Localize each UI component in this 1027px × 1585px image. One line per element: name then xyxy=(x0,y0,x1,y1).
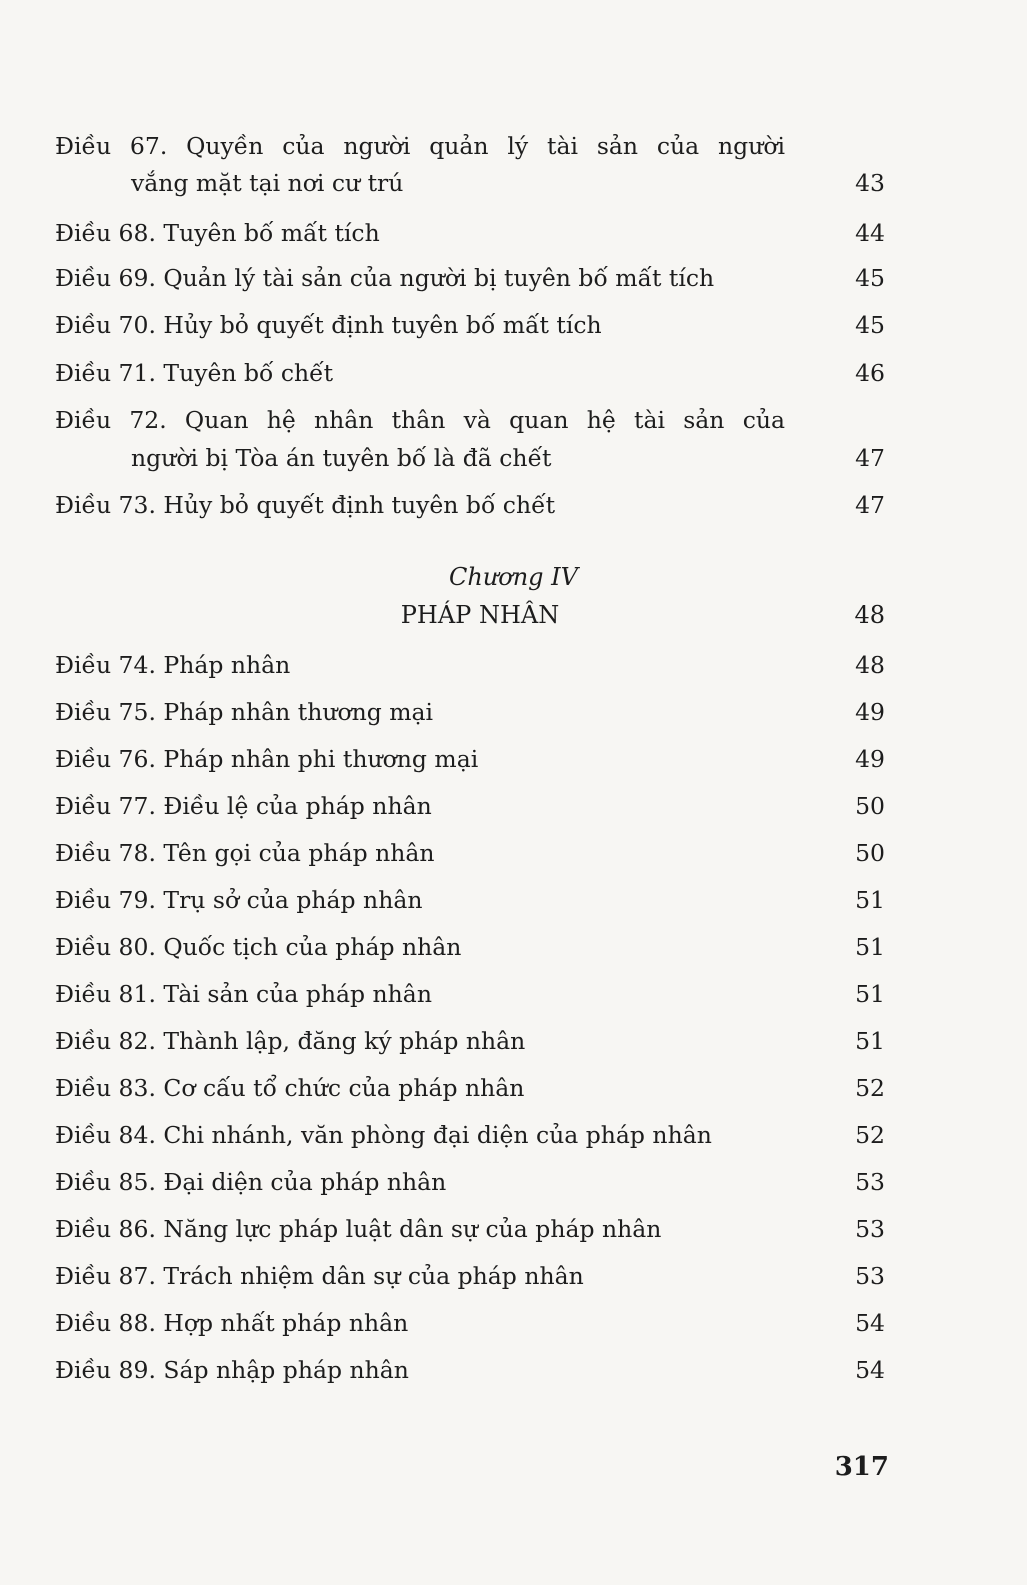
toc-entry xyxy=(55,258,885,298)
entry-page: 45 xyxy=(855,311,885,339)
toc-entry xyxy=(55,1162,885,1202)
entry-page: 49 xyxy=(855,698,885,726)
entry-title: Điều 78. Tên gọi của pháp nhân xyxy=(55,839,435,867)
toc-entry xyxy=(55,692,885,732)
entry-title: Điều 87. Trách nhiệm dân sự của pháp nhân xyxy=(55,1262,584,1290)
entry-page: 46 xyxy=(855,359,885,387)
entry-page: 44 xyxy=(855,219,885,247)
toc-entry xyxy=(55,1209,885,1249)
entry-page: 50 xyxy=(855,792,885,820)
toc-entry xyxy=(55,213,885,253)
entry-page: 54 xyxy=(855,1309,885,1337)
toc-entry xyxy=(55,1256,885,1296)
entry-title: Điều 76. Pháp nhân phi thương mại xyxy=(55,745,479,773)
entry-title: Điều 82. Thành lập, đăng ký pháp nhân xyxy=(55,1027,526,1055)
entry-page: 50 xyxy=(855,839,885,867)
toc-entry xyxy=(55,1068,885,1108)
entry-title: Điều 81. Tài sản của pháp nhân xyxy=(55,980,432,1008)
entry-page: 51 xyxy=(855,933,885,961)
entry-title: Điều 74. Pháp nhân xyxy=(55,651,291,679)
entry-page: 51 xyxy=(855,886,885,914)
entry-page: 48 xyxy=(855,651,885,679)
entry-page: 43 xyxy=(855,169,885,197)
chapter-title: PHÁP NHÂN xyxy=(400,601,560,629)
entry-title: Điều 86. Năng lực pháp luật dân sự của pháp nhân xyxy=(55,1215,662,1243)
toc-entry xyxy=(55,786,885,826)
toc-entry xyxy=(55,485,885,525)
entry-title: Điều 85. Đại diện của pháp nhân xyxy=(55,1168,447,1196)
entry-title: Điều 69. Quản lý tài sản của người bị tuyên bố mất tích xyxy=(55,264,715,292)
page-number: 317 xyxy=(834,1452,889,1482)
entry-page: 52 xyxy=(855,1121,885,1149)
entry-title: Điều 75. Pháp nhân thương mại xyxy=(55,698,434,726)
entry-title: Điều 79. Trụ sở của pháp nhân xyxy=(55,886,423,914)
entry-title: Điều 77. Điều lệ của pháp nhân xyxy=(55,792,432,820)
entry-title: Điều 83. Cơ cấu tổ chức của pháp nhân xyxy=(55,1074,525,1102)
toc-entry xyxy=(55,438,885,478)
entry-title: Điều 71. Tuyên bố chết xyxy=(55,359,334,387)
entry-title: Điều 73. Hủy bỏ quyết định tuyên bố chết xyxy=(55,491,556,519)
entry-page: 51 xyxy=(855,1027,885,1055)
toc-entry xyxy=(55,163,885,203)
toc-entry xyxy=(55,974,885,1014)
toc-entry xyxy=(55,927,885,967)
toc-entry xyxy=(55,833,885,873)
entry-title: Điều 72. Quan hệ nhân thân và quan hệ tài sản của xyxy=(55,406,785,434)
toc-entry xyxy=(55,126,885,166)
entry-page: 45 xyxy=(855,264,885,292)
chapter-label: Chương IV xyxy=(449,563,578,591)
entry-page: 53 xyxy=(855,1168,885,1196)
chapter-heading xyxy=(55,595,885,635)
chapter-page: 48 xyxy=(854,601,885,629)
entry-page: 49 xyxy=(855,745,885,773)
entry-page: 52 xyxy=(855,1074,885,1102)
entry-page: 47 xyxy=(855,491,885,519)
entry-page: 53 xyxy=(855,1215,885,1243)
entry-title: Điều 80. Quốc tịch của pháp nhân xyxy=(55,933,462,961)
entry-title: Điều 89. Sáp nhập pháp nhân xyxy=(55,1356,409,1384)
toc-entry xyxy=(55,645,885,685)
entry-title: Điều 88. Hợp nhất pháp nhân xyxy=(55,1309,409,1337)
entry-title: người bị Tòa án tuyên bố là đã chết xyxy=(131,444,552,472)
entry-page: 51 xyxy=(855,980,885,1008)
toc-entry xyxy=(55,1303,885,1343)
entry-page: 53 xyxy=(855,1262,885,1290)
toc-entry xyxy=(55,880,885,920)
entry-title: vắng mặt tại nơi cư trú xyxy=(131,169,404,197)
toc-entry xyxy=(55,1021,885,1061)
toc-entry xyxy=(55,353,885,393)
toc-entry xyxy=(55,400,885,440)
entry-title: Điều 67. Quyền của người quản lý tài sản của người xyxy=(55,132,785,160)
toc-entry xyxy=(55,305,885,345)
toc-entry xyxy=(55,1350,885,1390)
entry-page: 54 xyxy=(855,1356,885,1384)
entry-title: Điều 70. Hủy bỏ quyết định tuyên bố mất tích xyxy=(55,311,602,339)
entry-page: 47 xyxy=(855,444,885,472)
entry-title: Điều 84. Chi nhánh, văn phòng đại diện của pháp nhân xyxy=(55,1121,712,1149)
toc-entry xyxy=(55,1115,885,1155)
entry-title: Điều 68. Tuyên bố mất tích xyxy=(55,219,380,247)
toc-entry xyxy=(55,739,885,779)
